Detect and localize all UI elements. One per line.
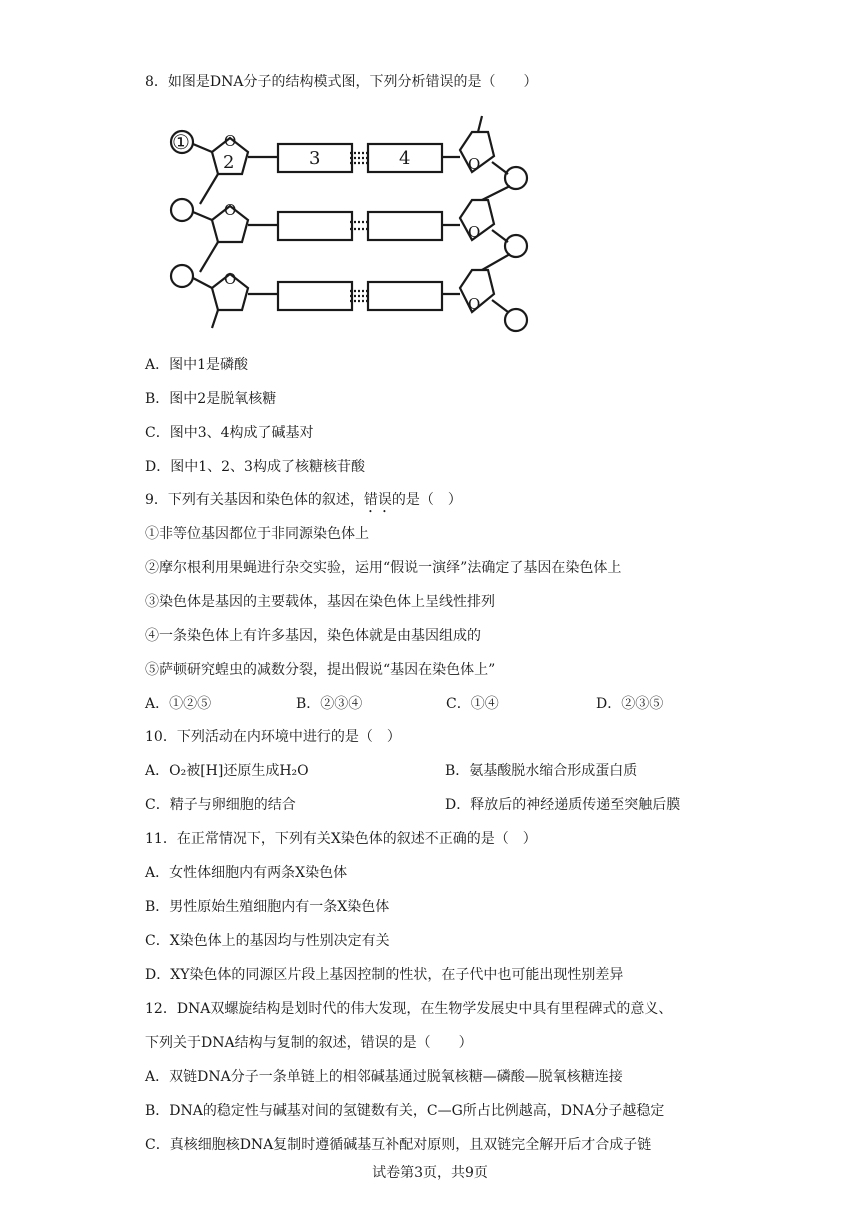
q11-option-d: D．XY染色体的同源区片段上基因控制的性状，在子代中也可能出现性别差异 xyxy=(145,967,624,983)
q10-option-c: C．精子与卵细胞的结合 xyxy=(145,797,296,813)
q12-option-b: B．DNA的稳定性与碱基对间的氢键数有关，C—G所占比例越高，DNA分子越稳定 xyxy=(145,1103,665,1119)
ring-o-3r: O xyxy=(468,295,481,313)
q9-stem-before: 9．下列有关基因和染色体的叙述， xyxy=(145,492,364,508)
phosphate-circle-3 xyxy=(171,265,193,287)
page-footer: 试卷第3页，共9页 xyxy=(372,1165,488,1181)
q9-stem xyxy=(145,490,462,516)
phosphate-circle-2 xyxy=(171,199,193,221)
base-box-row3-left xyxy=(278,282,352,310)
q9-option-d: D．②③⑤ xyxy=(596,696,664,712)
label-1: ① xyxy=(172,130,190,154)
ring-o-2r: O xyxy=(468,223,481,241)
base-box-row2-right xyxy=(368,212,442,240)
q10-option-d: D．释放后的神经递质传递至突触后膜 xyxy=(445,797,681,813)
dna-structure-diagram xyxy=(160,112,530,344)
q9-stem-after: 的是（ ） xyxy=(391,492,462,508)
q9-stem-emphasis: 错误 xyxy=(363,492,392,508)
q8-option-b: B．图中2是脱氧核糖 xyxy=(145,391,277,407)
q8-option-c: C．图中3、4构成了碱基对 xyxy=(145,425,314,441)
q11-option-c: C．X染色体上的基因均与性别决定有关 xyxy=(145,933,390,949)
base-box-row3-right xyxy=(368,282,442,310)
label-2: 2 xyxy=(223,152,235,173)
q9-statement-4: ④一条染色体上有许多基因，染色体就是由基因组成的 xyxy=(145,628,481,644)
phosphate-circle-right-2 xyxy=(505,235,527,257)
ring-o-1r: O xyxy=(468,155,481,173)
q12-stem-line1: 12．DNA双螺旋结构是划时代的伟大发现，在生物学发展史中具有里程碑式的意义、 xyxy=(145,1001,673,1017)
q11-stem: 11．在正常情况下，下列有关X染色体的叙述不正确的是（ ） xyxy=(145,831,537,847)
label-3: 3 xyxy=(309,148,321,169)
q11-option-b: B．男性原始生殖细胞内有一条X染色体 xyxy=(145,899,390,915)
q10-option-a: A．O₂被[H]还原生成H₂O xyxy=(145,763,309,779)
q9-option-b: B．②③④ xyxy=(296,696,363,712)
q12-stem-line2: 下列关于DNA结构与复制的叙述，错误的是（ ） xyxy=(145,1035,473,1051)
phosphate-circle-right-3 xyxy=(505,309,527,331)
q9-statement-2: ②摩尔根利用果蝇进行杂交实验，运用“假说一演绎”法确定了基因在染色体上 xyxy=(145,560,622,576)
q12-option-a: A．双链DNA分子一条单链上的相邻碱基通过脱氧核糖—磷酸—脱氧核糖连接 xyxy=(145,1069,623,1085)
q11-option-a: A．女性体细胞内有两条X染色体 xyxy=(145,865,348,881)
q8-option-d: D．图中1、2、3构成了核糖核苷酸 xyxy=(145,459,365,475)
label-4: 4 xyxy=(399,148,411,169)
q8-stem: 8．如图是DNA分子的结构模式图，下列分析错误的是（ ） xyxy=(145,74,538,90)
q12-option-c: C．真核细胞核DNA复制时遵循碱基互补配对原则，且双链完全解开后才合成子链 xyxy=(145,1137,652,1153)
ring-o-3l: O xyxy=(224,270,237,288)
q10-option-b: B．氨基酸脱水缩合形成蛋白质 xyxy=(445,763,638,779)
q9-option-a: A．①②⑤ xyxy=(145,696,212,712)
q9-statement-5: ⑤萨顿研究蝗虫的减数分裂，提出假说“基因在染色体上” xyxy=(145,662,496,678)
q10-stem: 10．下列活动在内环境中进行的是（ ） xyxy=(145,729,401,745)
q8-option-a: A．图中1是磷酸 xyxy=(145,357,249,373)
q9-option-c: C．①④ xyxy=(446,696,499,712)
ring-o-2l: O xyxy=(224,201,237,219)
q9-statement-3: ③染色体是基因的主要载体，基因在染色体上呈线性排列 xyxy=(145,594,495,610)
base-box-row2-left xyxy=(278,212,352,240)
ring-o-1l: O xyxy=(224,132,237,150)
q9-statement-1: ①非等位基因都位于非同源染色体上 xyxy=(145,526,369,542)
